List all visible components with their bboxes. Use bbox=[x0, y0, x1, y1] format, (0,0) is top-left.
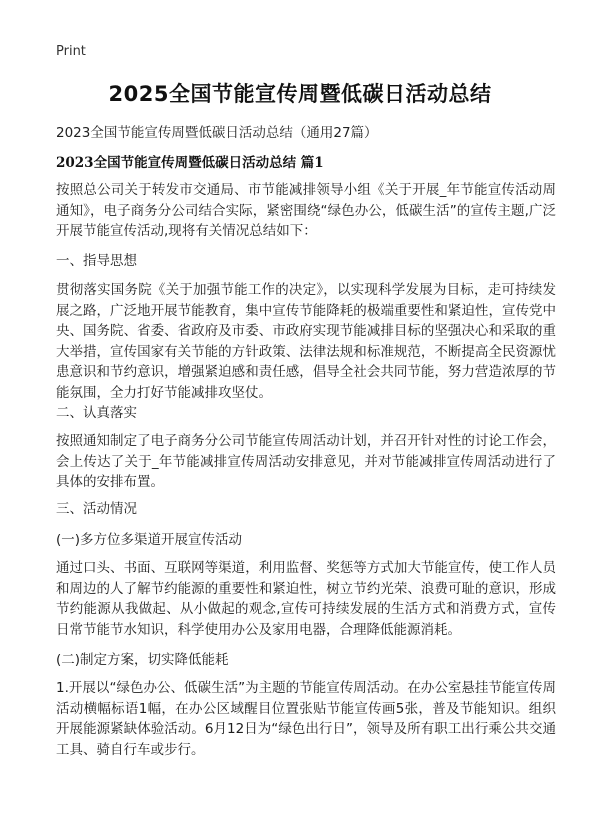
heading-implementation: 二、认真落实 bbox=[56, 405, 137, 421]
document-title: 2025全国节能宣传周暨低碳日活动总结 bbox=[108, 82, 492, 106]
subheading-publicity: (一)多方位多渠道开展宣传活动 bbox=[56, 532, 243, 548]
implementation-paragraph: 按照通知制定了电子商务分公司节能宣传周活动计划，并召开针对性的讨论工作会，会上传达了关于_年节能减排宣传周活动安排意见，并对节能减排宣传周活动进行了具体的安排布置。 bbox=[56, 433, 556, 490]
heading-guiding-thought: 一、指导思想 bbox=[56, 253, 137, 269]
intro-paragraph: 按照总公司关于转发市交通局、市节能减排领导小组《关于开展_年节能宣传活动周通知》，电子商务分公司结合实际，紧密围绕“绿色办公，低碳生活”的宣传主题,广泛开展节能宣传活动,现将有关情况总结如下： bbox=[56, 182, 556, 239]
guiding-thought-paragraph: 贯彻落实国务院《关于加强节能工作的决定》，以实现科学发展为目标，走可持续发展之路，广泛地开展节能教育，集中宣传节能降耗的极端重要性和紧迫性，宣传党中央、国务院、省委、省政府及市委、市政府实现节能减排目标的坚强决心和采取的重大举措，宣传国家有关节能的方针政策、法律法规和标准规范，不断提高全民资源忧患意识和节约意识，增强紧迫感和责任感，倡导全社会共同节能，努力营造浓厚的节能氛围，全力打好节能减排攻坚仗。 bbox=[56, 282, 556, 401]
print-link[interactable]: Print bbox=[56, 44, 86, 59]
subheading-plan: (二)制定方案，切实降低能耗 bbox=[56, 652, 229, 668]
plan-paragraph: 1.开展以“绿色办公、低碳生活”为主题的节能宣传周活动。在办公室悬挂节能宣传周活动横幅标语1幅，在办公区域醒目位置张贴节能宣传画5张，普及节能知识。组织开展能源紧缺体验活动。6月12日为“绿色出行日”，领导及所有职工出行乘公共交通工具、骑自行车或步行。 bbox=[56, 680, 556, 758]
publicity-paragraph: 通过口头、书面、互联网等渠道，利用监督、奖惩等方式加大节能宣传，使工作人员和周边的人了解节约能源的重要性和紧迫性，树立节约光荣、浪费可耻的意识，形成节约能源从我做起、从小做起的观念,宣传可持续发展的生活方式和消费方式，宣传日常节能节水知识，科学使用办公及家用电器，合理降低能源消耗。 bbox=[56, 560, 556, 638]
section-heading: 2023全国节能宣传周暨低碳日活动总结 篇1 bbox=[56, 155, 324, 171]
document-subtitle: 2023全国节能宣传周暨低碳日活动总结（通用27篇） bbox=[56, 125, 378, 141]
heading-activities: 三、活动情况 bbox=[56, 501, 137, 517]
